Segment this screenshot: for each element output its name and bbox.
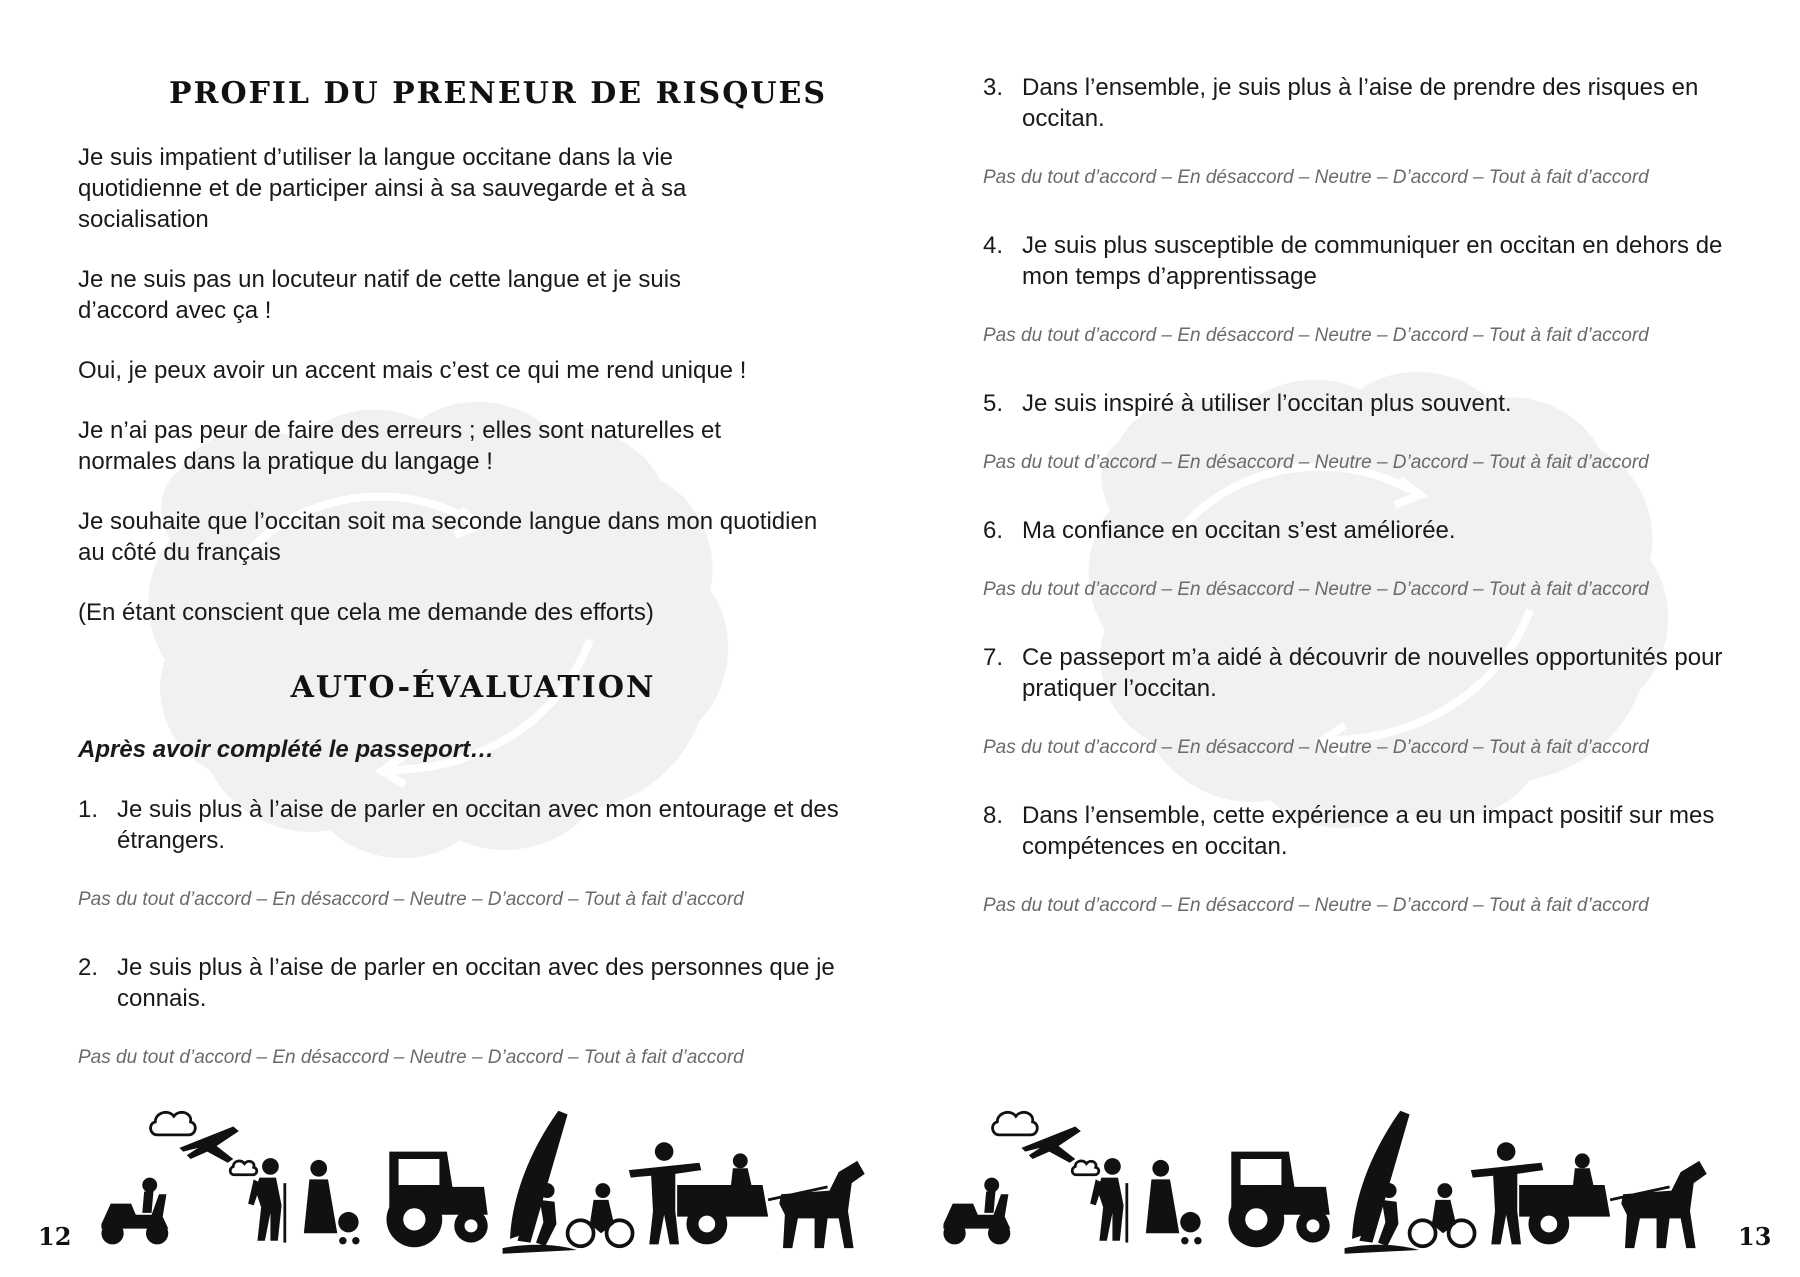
agreement-scale[interactable]: Pas du tout d’accord – En désaccord – Neutre – D’accord – Tout à fait d’accord (983, 325, 1649, 346)
question-3 (983, 72, 1773, 134)
agreement-scale[interactable]: Pas du tout d’accord – En désaccord – Neutre – D’accord – Tout à fait d’accord (983, 452, 1649, 473)
question-text: Dans l’ensemble, cette expérience a eu un impact positif sur mes compétences en occitan. (1022, 802, 1715, 860)
question-number: 5. (983, 390, 1004, 417)
agreement-scale[interactable]: Pas du tout d’accord – En désaccord – Neutre – D’accord – Tout à fait d’accord (78, 889, 744, 910)
agreement-scale[interactable]: Pas du tout d’accord – En désaccord – Neutre – D’accord – Tout à fait d’accord (983, 579, 1649, 600)
paragraph-1: Je suis impatient d’utiliser la langue occitane dans la vie quotidienne et de participer ainsi à sa sauvegarde et à sa socialisation (78, 144, 687, 233)
question-text: Je suis plus susceptible de communiquer en occitan en dehors de mon temps d’apprentissage (1022, 232, 1723, 290)
footer-illustration (936, 1110, 1716, 1260)
question-text: Je suis inspiré à utiliser l’occitan plus souvent. (1022, 390, 1512, 417)
question-1 (78, 794, 858, 856)
question-4 (983, 230, 1773, 292)
question-number: 1. (78, 796, 99, 823)
page-number: 12 (38, 1222, 72, 1251)
agreement-scale[interactable]: Pas du tout d’accord – En désaccord – Neutre – D’accord – Tout à fait d’accord (983, 895, 1649, 916)
question-text: Je suis plus à l’aise de parler en occitan avec des personnes que je connais. (117, 954, 835, 1012)
question-8 (983, 800, 1773, 862)
question-text: Dans l’ensemble, je suis plus à l’aise de prendre des risques en occitan. (1022, 74, 1699, 132)
question-number: 8. (983, 802, 1004, 829)
question-number: 7. (983, 644, 1004, 671)
question-number: 4. (983, 232, 1004, 259)
agreement-scale[interactable]: Pas du tout d’accord – En désaccord – Neutre – D’accord – Tout à fait d’accord (78, 1047, 744, 1068)
page-number: 13 (1738, 1222, 1772, 1251)
question-7 (983, 642, 1773, 704)
question-5 (983, 388, 1773, 419)
right-page (900, 0, 1800, 1277)
page-title: PROFIL DU PRENEUR DE RISQUES (168, 76, 828, 111)
section-title: AUTO-ÉVALUATION (290, 670, 656, 705)
paragraph-3: Oui, je peux avoir un accent mais c’est ce qui me rend unique ! (78, 357, 747, 384)
question-2 (78, 952, 858, 1014)
section-lead: Après avoir complété le passeport… (78, 736, 495, 763)
question-number: 3. (983, 74, 1004, 101)
paragraph-2: Je ne suis pas un locuteur natif de cette langue et je suis d’accord avec ça ! (78, 266, 682, 324)
question-text: Ce passeport m’a aidé à découvrir de nouvelles opportunités pour pratiquer l’occitan. (1022, 644, 1723, 702)
footer-illustration (94, 1110, 874, 1260)
question-text: Je suis plus à l’aise de parler en occitan avec mon entourage et des étrangers. (117, 796, 839, 854)
agreement-scale[interactable]: Pas du tout d’accord – En désaccord – Neutre – D’accord – Tout à fait d’accord (983, 167, 1649, 188)
question-text: Ma confiance en occitan s’est améliorée. (1022, 517, 1456, 544)
question-6 (983, 515, 1773, 546)
paragraph-5: Je souhaite que l’occitan soit ma seconde langue dans mon quotidien au côté du français (78, 508, 818, 566)
question-number: 2. (78, 954, 99, 981)
question-number: 6. (983, 517, 1004, 544)
paragraph-6: (En étant conscient que cela me demande des efforts) (78, 599, 654, 626)
paragraph-4: Je n’ai pas peur de faire des erreurs ; elles sont naturelles et normales dans la pratique du langage ! (78, 417, 722, 475)
agreement-scale[interactable]: Pas du tout d’accord – En désaccord – Neutre – D’accord – Tout à fait d’accord (983, 737, 1649, 758)
